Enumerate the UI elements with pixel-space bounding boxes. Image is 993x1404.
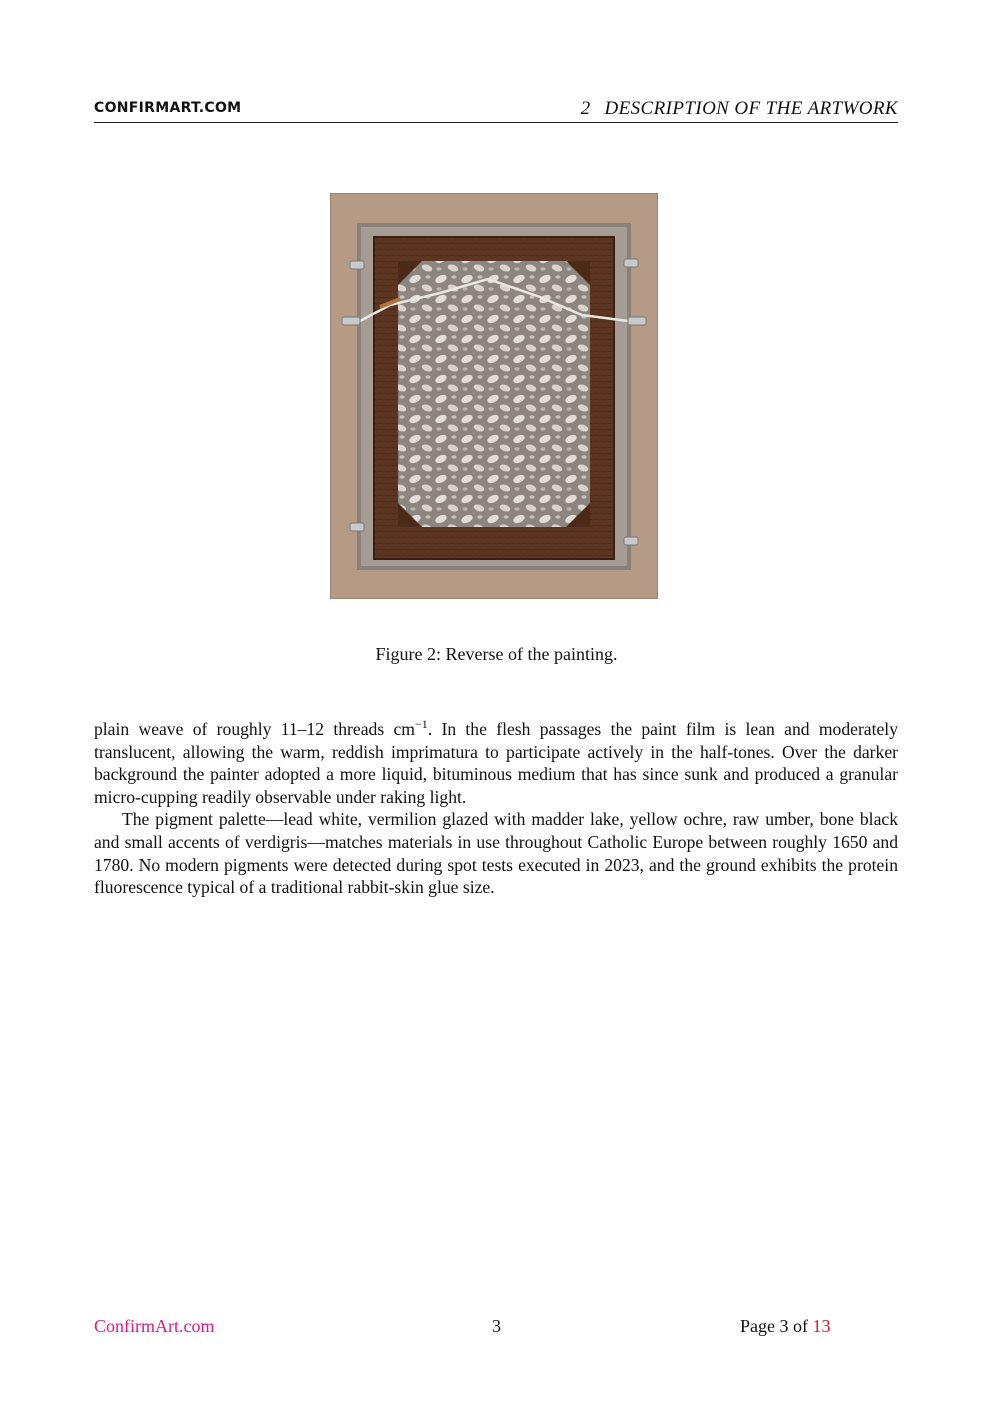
footer-site-link[interactable]: ConfirmArt.com (94, 1316, 215, 1336)
footer-page-number: 3 (492, 1316, 501, 1336)
paragraph (94, 718, 898, 808)
page-header (94, 98, 898, 123)
page-count-prefix: Page 3 of (740, 1316, 813, 1336)
paragraph-text: plain weave of roughly 11–12 threads cm (94, 719, 415, 739)
painting-reverse-photo (330, 193, 658, 599)
running-section-title (581, 98, 898, 120)
paragraph: The pigment palette—lead white, vermilion glazed with madder lake, yellow ochre, raw umber, bone black and small accents of verdigris—matches materials in use throughout Catholic Europe between roughly 1650 and 1780. No modern pigments were detected during spot tests executed in 2023, and the ground exhibits the protein fluorescence typical of a traditional rabbit-skin glue size. (94, 809, 898, 898)
paragraph-text: . In the flesh passages the paint film is lean and moderately translucent, allowing the warm, reddish imprimatura to participate actively in the half-tones. Over the darker background the painter adopted a more liquid, bituminous medium that has since sunk and produced a granular micro-cupping readily observable under raking light. (94, 719, 898, 807)
section-number: 2 (580, 98, 591, 119)
body-text (94, 718, 898, 899)
footer-page-count (740, 1316, 830, 1337)
superscript: −1 (414, 717, 428, 732)
total-pages-link[interactable]: 13 (812, 1316, 831, 1336)
figure-caption: Figure 2: Reverse of the painting. (375, 644, 618, 664)
confirmart-logo: CONFIRMART.COM (94, 100, 242, 116)
section-title: DESCRIPTION OF THE ARTWORK (604, 98, 898, 119)
